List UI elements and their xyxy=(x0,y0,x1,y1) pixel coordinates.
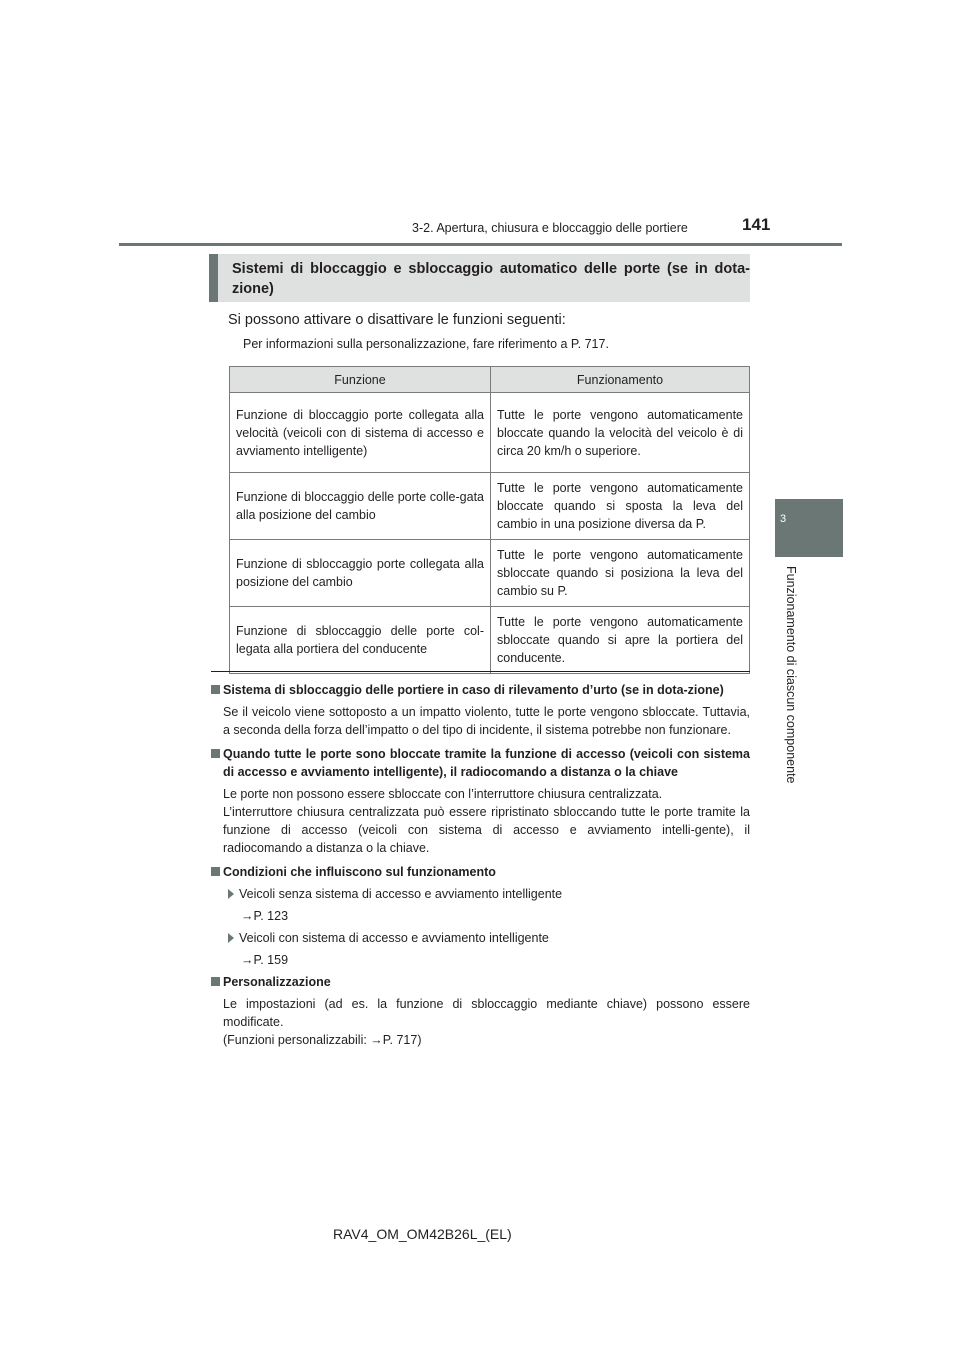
note-body: Se il veicolo viene sottoposto a un impatto violento, tutte le porte vengono sbloccate. Tuttavia, a seconda della forza dell’impatto o del tipo di incidente, il sistema potrebbe non funzionare. xyxy=(223,705,750,737)
list-item-text: Veicoli senza sistema di accesso e avviamento intelligente xyxy=(239,887,563,901)
list-item xyxy=(211,885,750,903)
page-number: 141 xyxy=(742,215,771,234)
square-bullet-icon xyxy=(211,977,220,986)
note-body: Le porte non possono essere sbloccate con l’interruttore chiusura centralizzata. xyxy=(223,787,663,801)
section-heading-box xyxy=(209,254,750,302)
note-heading-conditions xyxy=(211,863,750,881)
note-body: Le impostazioni (ad es. la funzione di sbloccaggio mediante chiave) possono essere modificate. xyxy=(223,997,750,1029)
note-heading-text: Personalizzazione xyxy=(223,975,331,989)
function-cell: Funzione di sbloccaggio porte collegata alla posizione del cambio xyxy=(230,540,491,607)
function-cell: Funzione di sbloccaggio delle porte col-legata alla portiera del conducente xyxy=(230,607,491,674)
note-heading-text: Quando tutte le porte sono bloccate tramite la funzione di accesso (veicoli con sistema di accesso e avviamento intelligente), il radiocomando a distanza o la chiave xyxy=(223,747,750,779)
table-header-row xyxy=(230,367,750,393)
running-header: 3-2. Apertura, chiusura e bloccaggio delle portiere xyxy=(412,221,688,235)
note-heading-text: Sistema di sbloccaggio delle portiere in caso di rilevamento d’urto (se in dota-zione) xyxy=(223,683,724,697)
square-bullet-icon xyxy=(211,867,220,876)
section-title: Sistemi di bloccaggio e sbloccaggio automatico delle porte (se in dota-zione) xyxy=(232,261,750,297)
operation-cell: Tutte le porte vengono automaticamente sbloccate quando si posiziona la leva del cambio su P. xyxy=(491,540,750,607)
chapter-label xyxy=(782,566,802,816)
note-heading-shock xyxy=(211,681,750,699)
table-row xyxy=(230,393,750,473)
square-bullet-icon xyxy=(211,685,220,694)
document-code: RAV4_OM_OM42B26L_(EL) xyxy=(333,1226,512,1242)
note-heading-custom xyxy=(211,973,750,991)
operation-cell: Tutte le porte vengono automaticamente sbloccate quando si apre la portiera del conducente. xyxy=(491,607,750,674)
header-rule xyxy=(119,243,842,246)
square-bullet-icon xyxy=(211,749,220,758)
function-cell: Funzione di bloccaggio porte collegata alla velocità (veicoli con di sistema di accesso e avviamento intelligente) xyxy=(230,393,491,473)
column-header-function: Funzione xyxy=(230,367,491,393)
function-cell: Funzione di bloccaggio delle porte colle-gata alla posizione del cambio xyxy=(230,473,491,540)
note-heading-text: Condizioni che influiscono sul funzionamento xyxy=(223,865,496,879)
triangle-bullet-icon xyxy=(228,889,234,899)
chapter-number: 3 xyxy=(779,513,787,525)
intro-text: Si possono attivare o disattivare le funzioni seguenti: xyxy=(228,312,566,328)
section-separator xyxy=(211,671,750,672)
note-heading-locked xyxy=(211,745,750,781)
page-reference: →P. 159 xyxy=(241,953,289,967)
note-body: L’interruttore chiusura centralizzata può essere ripristinato sbloccando tutte le porte tramite la funzione di accesso (veicoli con sistema di accesso e avviamento intelli-gente), il radiocomando a distanza o la chiave. xyxy=(223,805,750,855)
triangle-bullet-icon xyxy=(228,933,234,943)
page-reference: →P. 123 xyxy=(241,909,289,923)
chapter-tab xyxy=(775,499,843,557)
table-row xyxy=(230,607,750,674)
operation-cell: Tutte le porte vengono automaticamente bloccate quando la velocità del veicolo è di circa 20 km/h o superiore. xyxy=(491,393,750,473)
list-item-text: Veicoli con sistema di accesso e avviamento intelligente xyxy=(239,931,549,945)
column-header-operation: Funzionamento xyxy=(491,367,750,393)
note-body: (Funzioni personalizzabili: →P. 717) xyxy=(223,1033,422,1047)
table-row xyxy=(230,473,750,540)
functions-table xyxy=(229,366,750,674)
operation-cell: Tutte le porte vengono automaticamente bloccate quando si sposta la leva del cambio in una posizione diversa da P. xyxy=(491,473,750,540)
list-item xyxy=(211,929,750,947)
chapter-label-text: Funzionamento di ciascun componente xyxy=(784,566,798,784)
notes-section xyxy=(211,681,750,1055)
customization-note: Per informazioni sulla personalizzazione, fare riferimento a P. 717. xyxy=(243,337,609,351)
table-row xyxy=(230,540,750,607)
